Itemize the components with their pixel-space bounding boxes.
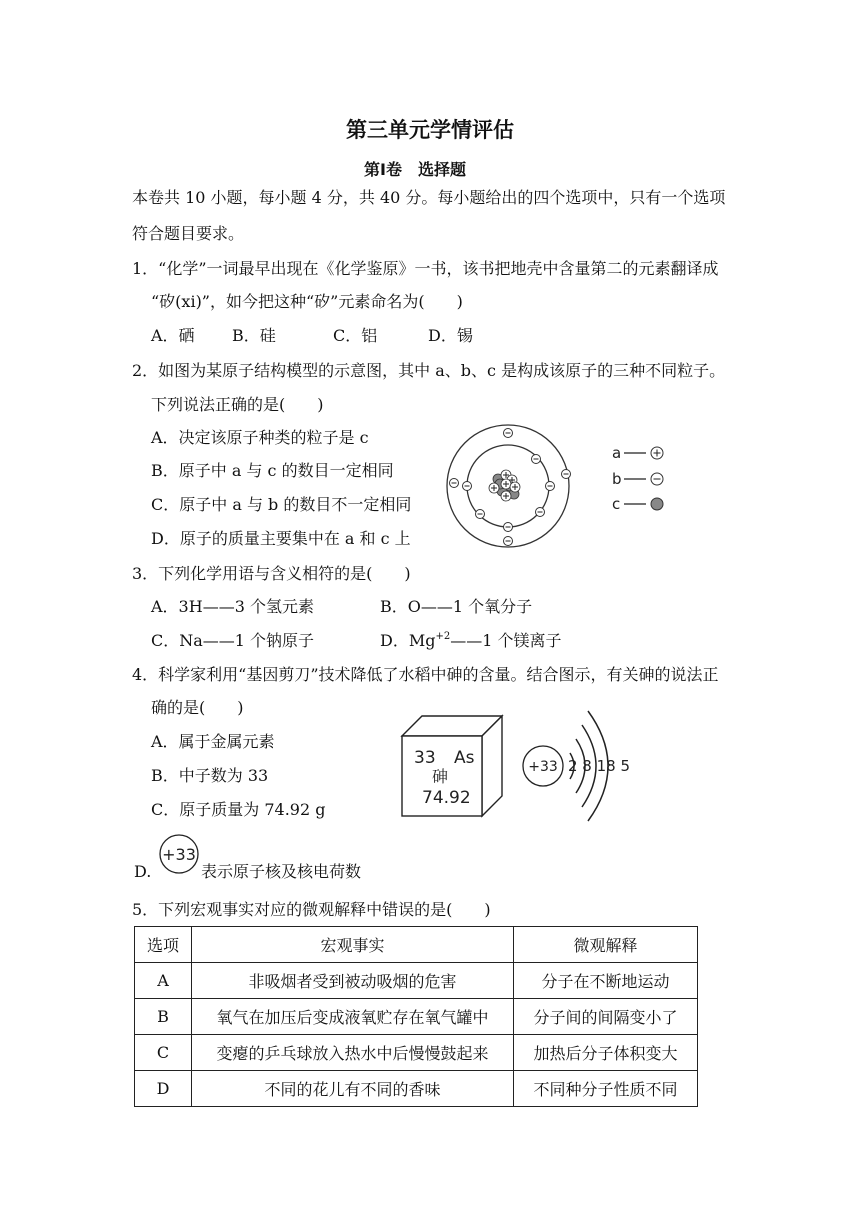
q4-option-d-label: D. — [134, 862, 152, 881]
table-cell: 氧气在加压后变成液氧贮存在氧气罐中 — [192, 999, 514, 1035]
intro-line-1: 本卷共 10 小题，每小题 4 分，共 40 分。每小题给出的四个选项中，只有一个选项 — [132, 188, 726, 207]
q1-option-c: C．铝 — [333, 326, 378, 345]
table-row — [135, 1035, 698, 1071]
table-row — [135, 999, 698, 1035]
q4-stem-line-1: 4．科学家利用“基因剪刀”技术降低了水稻中砷的含量。结合图示，有关砷的说法正 — [132, 665, 719, 684]
legend-c-label: c — [612, 495, 621, 513]
table-cell: 不同的花儿有不同的香味 — [192, 1071, 514, 1107]
q1-stem-line-2: “矽(xi)”，如今把这种“矽”元素命名为( ) — [151, 292, 463, 311]
section-heading: 第Ⅰ卷 选择题 — [364, 160, 466, 179]
intro-line-2: 符合题目要求。 — [132, 224, 245, 243]
legend-a-label: a — [612, 444, 622, 462]
atomic-mass: 74.92 — [422, 788, 471, 808]
q1-option-a: A．硒 — [151, 326, 195, 345]
shell-electron-counts: 2 8 18 5 — [568, 757, 631, 775]
table-cell: A — [135, 963, 192, 999]
table-cell: 非吸烟者受到被动吸烟的危害 — [192, 963, 514, 999]
table-row — [135, 1071, 698, 1107]
q4-option-d-text: 表示原子核及核电荷数 — [201, 862, 362, 881]
atomic-structure-arsenic — [518, 703, 638, 827]
element-name: 砷 — [432, 767, 449, 786]
legend-b-label: b — [612, 470, 622, 488]
svg-text:+33: +33 — [162, 845, 196, 864]
element-card-arsenic — [396, 710, 506, 820]
q4-stem-line-2: 确的是( ) — [151, 698, 244, 717]
neutron-symbol — [651, 498, 663, 510]
table-cell: C — [135, 1035, 192, 1071]
table-cell: 不同种分子性质不同 — [514, 1071, 698, 1107]
q2-option-c: C．原子中 a 与 b 的数目不一定相同 — [151, 495, 412, 514]
table-cell: 变瘪的乒乓球放入热水中后慢慢鼓起来 — [192, 1035, 514, 1071]
q3-option-c: C．Na——1 个钠原子 — [151, 631, 315, 650]
q4-option-c: C．原子质量为 74.92 g — [151, 800, 326, 819]
q2-option-d: D．原子的质量主要集中在 a 和 c 上 — [151, 529, 411, 548]
q4-option-b: B．中子数为 33 — [151, 766, 269, 785]
table-cell: D — [135, 1071, 192, 1107]
table-cell: 分子在不断地运动 — [514, 963, 698, 999]
charge-superscript: +2 — [435, 631, 451, 642]
table-header: 宏观事实 — [192, 927, 514, 963]
q2-stem-line-1: 2．如图为某原子结构模型的示意图，其中 a、b、c 是构成该原子的三种不同粒子。 — [132, 361, 726, 380]
q1-option-b: B．硅 — [232, 326, 276, 345]
q2-option-b: B．原子中 a 与 c 的数目一定相同 — [151, 461, 394, 480]
table-header: 选项 — [135, 927, 192, 963]
table-row — [135, 963, 698, 999]
q2-stem-line-2: 下列说法正确的是( ) — [151, 395, 324, 414]
q3-option-b: B．O——1 个氧分子 — [380, 597, 533, 616]
table-header: 微观解释 — [514, 927, 698, 963]
q3-option-d: D．$Mg^{+2}——1$ 个镁离子 — [380, 631, 562, 650]
nuclear-charge: +33 — [528, 759, 558, 775]
q5-stem: 5．下列宏观事实对应的微观解释中错误的是( ) — [132, 900, 491, 919]
table-header-row — [135, 927, 698, 963]
table-cell: 分子间的间隔变小了 — [514, 999, 698, 1035]
q4-option-a: A．属于金属元素 — [151, 732, 275, 751]
table-cell: 加热后分子体积变大 — [514, 1035, 698, 1071]
q3-option-a: A．3H——3 个氢元素 — [151, 597, 314, 616]
element-symbol: As — [454, 748, 475, 768]
q1-stem-line-1: 1．“化学”一词最早出现在《化学鉴原》一书，该书把地壳中含量第二的元素翻译成 — [132, 259, 719, 278]
q3-stem: 3．下列化学用语与含义相符的是( ) — [132, 564, 411, 583]
q2-option-a: A．决定该原子种类的粒子是 c — [151, 428, 369, 447]
atom-structure-diagram — [440, 424, 700, 548]
particle-legend — [612, 444, 663, 513]
nucleus-symbol-option-d — [158, 833, 202, 877]
page-title: 第三单元学情评估 — [346, 118, 514, 142]
q1-option-d: D．锡 — [428, 326, 473, 345]
table-cell: B — [135, 999, 192, 1035]
atomic-number: 33 — [414, 748, 436, 768]
explanation-table — [134, 926, 698, 1107]
